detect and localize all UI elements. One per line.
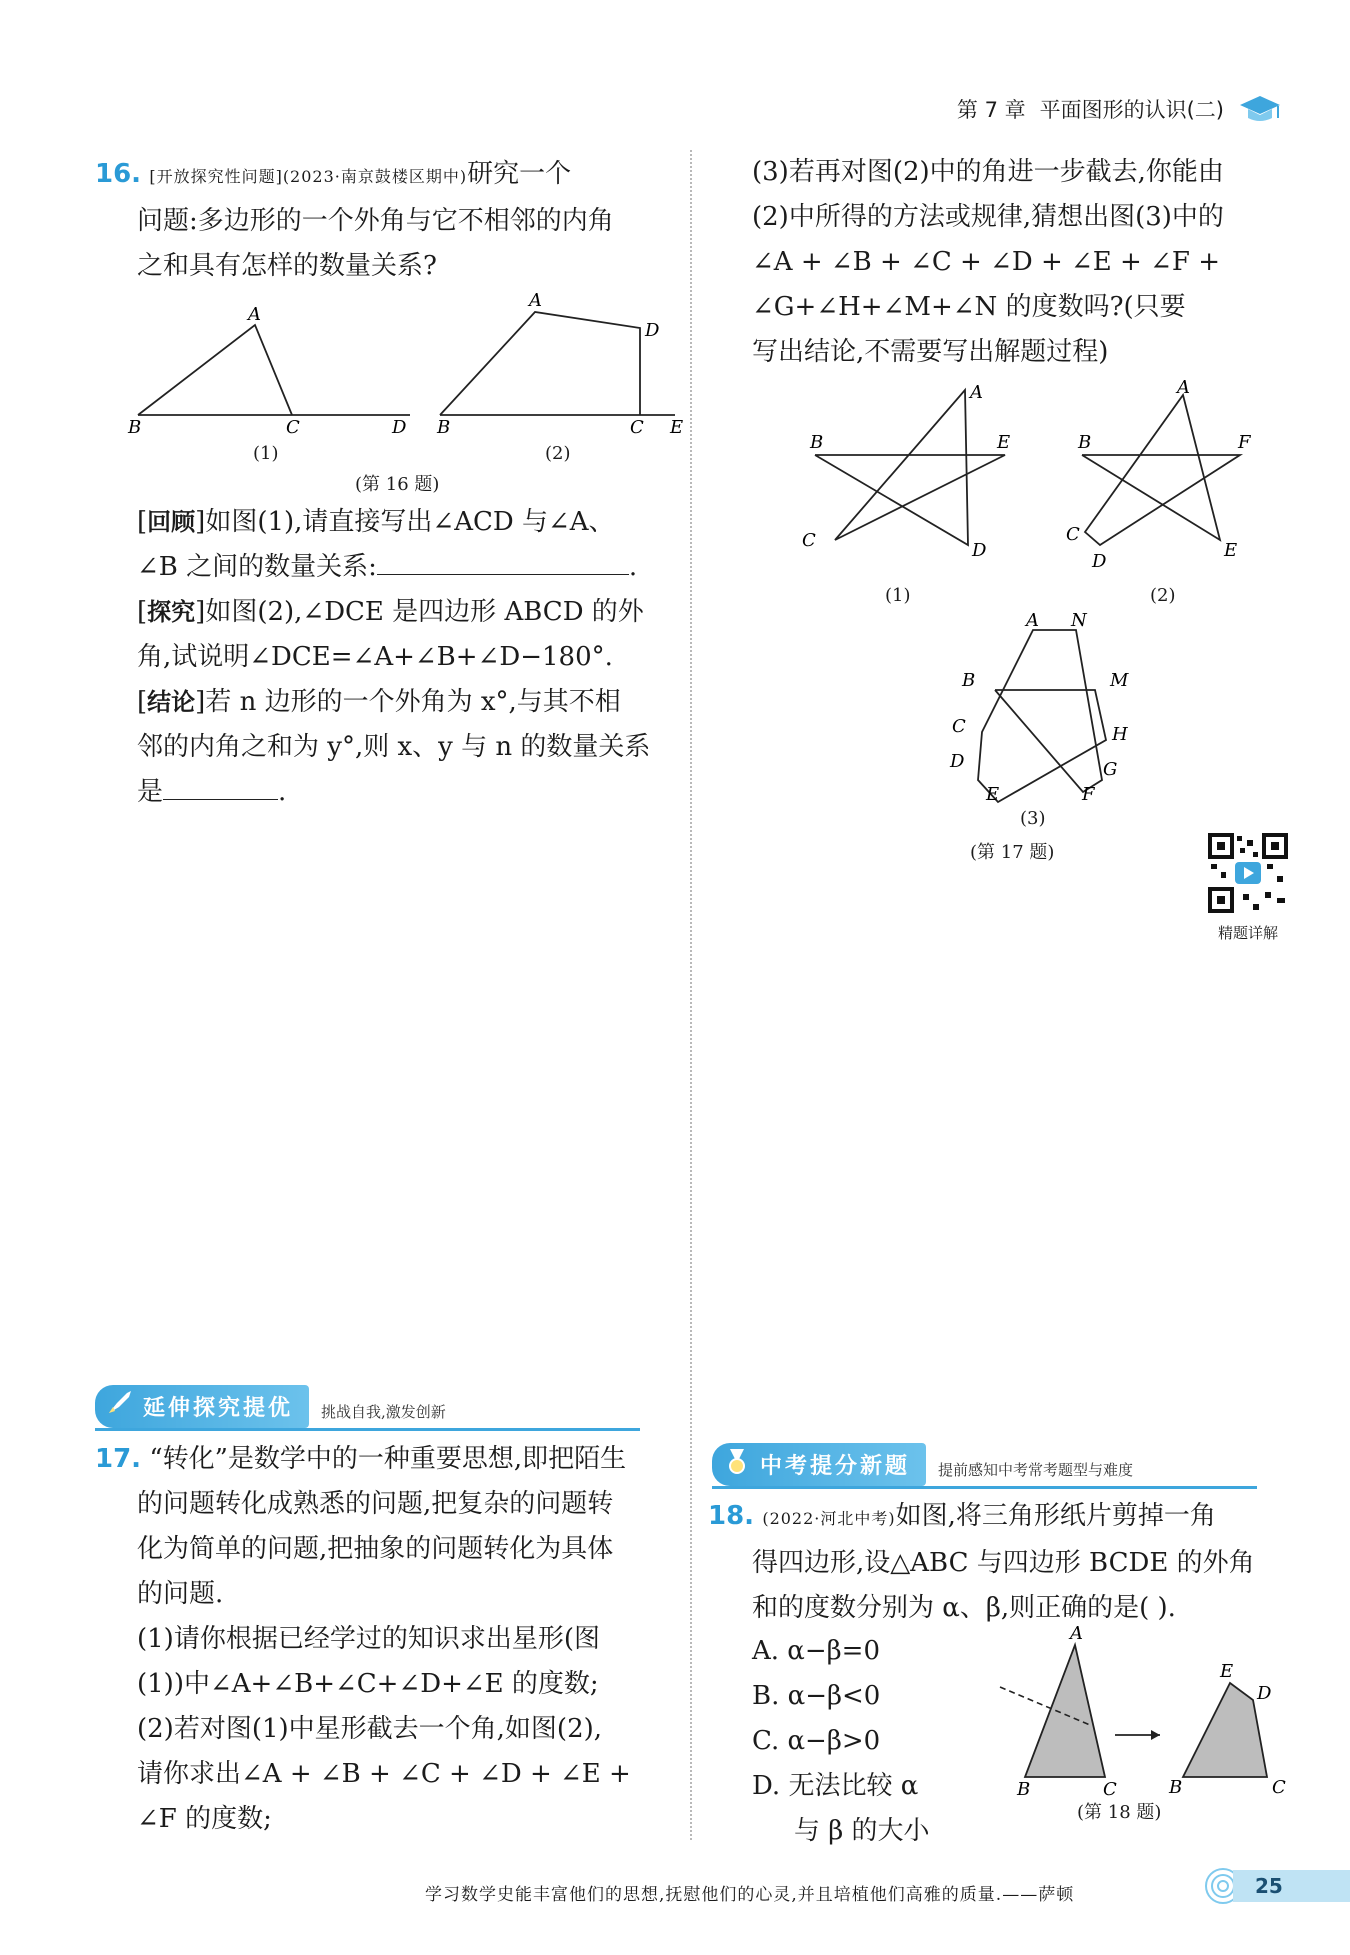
answer-blank[interactable] <box>163 799 278 800</box>
vertex-label: B <box>810 432 824 453</box>
figure-caption: (第 17 题) <box>970 842 1055 863</box>
question-text-line: (1))中∠A+∠B+∠C+∠D+∠E 的度数; <box>137 1669 599 1699</box>
vertex-label: D <box>950 751 965 772</box>
part-tag: 结论 <box>147 688 196 716</box>
question-text-line: (1)请你根据已经学过的知识求出星形(图 <box>137 1624 600 1654</box>
question-text-line: 问题:多边形的一个外角与它不相邻的内角 <box>137 206 614 236</box>
figure-17-3 <box>940 610 1140 810</box>
chapter-title: 平面图形的认识(二) <box>1039 98 1224 122</box>
question-text-line: ∠A + ∠B + ∠C + ∠D + ∠E + ∠F + <box>752 247 1220 277</box>
vertex-label: F <box>1238 432 1251 453</box>
vertex-label: F <box>1082 784 1095 805</box>
question-text-line: 如图,将三角形纸片剪掉一角 <box>895 1501 1216 1531</box>
figure-caption: (3) <box>1020 808 1046 829</box>
question-text-line: 的问题转化成熟悉的问题,把复杂的问题转 <box>137 1489 614 1519</box>
question-text-line: ∠F 的度数; <box>137 1804 272 1834</box>
page-number-tab <box>1203 1866 1350 1906</box>
part-tag: 回顾 <box>147 508 196 536</box>
qr-code-block[interactable] <box>1207 832 1289 943</box>
question-text-line: 得四边形,设△ABC 与四边形 BCDE 的外角 <box>752 1548 1255 1578</box>
vertex-label: N <box>1071 610 1087 631</box>
vertex-label: A <box>970 382 983 403</box>
question-tag: (2022·河北中考) <box>762 1509 896 1528</box>
question-text-line: 写出结论,不需要写出解题过程) <box>752 337 1109 367</box>
option-d[interactable]: D. 无法比较 α <box>752 1771 919 1801</box>
figure-caption: (2) <box>545 443 571 464</box>
vertex-label: E <box>986 784 1000 805</box>
vertex-label: D <box>645 320 660 341</box>
figure-16-1 <box>120 300 420 440</box>
vertex-label: C <box>1103 1779 1117 1800</box>
question-16-parts: [回顾]如图(1),请直接写出∠ACD 与∠A、 ∠B 之间的数量关系: . [探究]如图(2),∠DCE 是四边形 ABCD 的外 角,试说明∠DCE=∠A+∠B+∠D−180°. [结论]若 n 边形的一个外角为 x°,与其不相 邻的内角之和为 y°,则 x、y 与 n 的数量关系 是 . <box>137 507 651 807</box>
graduation-cap-icon <box>1238 92 1282 126</box>
q18-options <box>752 1629 930 1854</box>
figure-17-1 <box>790 380 1020 580</box>
question-text-line: 请你求出∠A + ∠B + ∠C + ∠D + ∠E + <box>137 1759 631 1789</box>
question-text-line: ∠G+∠H+∠M+∠N 的度数吗?(只要 <box>752 292 1186 322</box>
vertex-label: B <box>437 417 451 438</box>
figure-18 <box>965 1625 1310 1815</box>
vertex-label: C <box>952 716 966 737</box>
page-number: 25 <box>1233 1870 1350 1902</box>
vertex-label: D <box>1092 551 1107 572</box>
vertex-label: B <box>1078 432 1092 453</box>
medal-icon <box>724 1447 750 1475</box>
section-banner-exam <box>712 1443 1257 1489</box>
answer-blank[interactable] <box>377 574 629 575</box>
vertex-label: G <box>1103 759 1118 780</box>
vertex-label: D <box>392 417 407 438</box>
question-17 <box>95 1437 631 1842</box>
vertex-label: B <box>1017 1779 1031 1800</box>
question-tag: [开放探究性问题](2023·南京鼓楼区期中) <box>149 167 468 186</box>
footer-quote: 学习数学史能丰富他们的思想,抚慰他们的心灵,并且培植他们高雅的质量.——萨顿 <box>425 1885 1075 1905</box>
part-tag: 探究 <box>147 598 196 626</box>
vertex-label: D <box>1257 1683 1272 1704</box>
rocket-icon <box>105 1389 135 1417</box>
section-subtitle: 挑战自我,激发创新 <box>321 1403 446 1421</box>
figure-caption: (1) <box>885 585 911 606</box>
question-text-line: 之和具有怎样的数量关系? <box>137 251 437 281</box>
vertex-label: C <box>802 530 816 551</box>
question-18 <box>708 1494 1255 1631</box>
vertex-label: B <box>962 670 976 691</box>
section-subtitle: 提前感知中考常考题型与难度 <box>938 1461 1134 1479</box>
question-text-line: (2)若对图(1)中星形截去一个角,如图(2), <box>137 1714 603 1744</box>
question-text-line: 研究一个 <box>467 159 572 189</box>
section-title: 中考提分新题 <box>760 1454 911 1479</box>
section-title: 延伸探究提优 <box>143 1396 294 1421</box>
question-text-line: 化为简单的问题,把抽象的问题转化为具体 <box>137 1534 614 1564</box>
vertex-label: C <box>1272 1777 1286 1798</box>
vertex-label: B <box>1169 1777 1183 1798</box>
question-text-line: “转化”是数学中的一种重要思想,即把陌生 <box>149 1444 627 1474</box>
figure-caption: (第 18 题) <box>1077 1802 1162 1823</box>
question-text-line: 的问题. <box>137 1579 224 1609</box>
chapter-number: 第 7 章 <box>956 98 1026 122</box>
question-number: 16. <box>95 159 142 189</box>
vertex-label: E <box>1224 540 1238 561</box>
figure-caption: (2) <box>1150 585 1176 606</box>
vertex-label: D <box>972 540 987 561</box>
vertex-label: C <box>630 417 644 438</box>
option-b[interactable]: B. α−β<0 <box>752 1681 881 1711</box>
vertex-label: E <box>670 417 684 438</box>
vertex-label: B <box>128 417 142 438</box>
question-number: 17. <box>95 1444 142 1474</box>
vertex-label: A <box>1026 610 1039 631</box>
vertex-label: E <box>1220 1661 1234 1682</box>
vertex-label: H <box>1112 724 1128 745</box>
figure-17-2 <box>1060 380 1280 580</box>
vertex-label: E <box>997 432 1011 453</box>
question-text-line: 和的度数分别为 α、β,则正确的是( ). <box>752 1593 1176 1623</box>
vertex-label: C <box>286 417 300 438</box>
question-17-part-3 <box>752 150 1224 375</box>
option-a[interactable]: A. α−β=0 <box>752 1636 881 1666</box>
figure-16-2 <box>425 290 695 440</box>
qr-code-icon[interactable] <box>1207 832 1289 914</box>
vertex-label: M <box>1110 670 1129 691</box>
vertex-label: A <box>1070 1625 1083 1644</box>
question-text-line: (2)中所得的方法或规律,猜想出图(3)中的 <box>752 202 1224 232</box>
option-c[interactable]: C. α−β>0 <box>752 1726 881 1756</box>
vertex-label: A <box>529 290 542 311</box>
qr-label: 精题详解 <box>1217 924 1278 942</box>
chapter-header <box>957 92 1282 126</box>
section-banner-extend <box>95 1385 640 1431</box>
question-number: 18. <box>708 1501 755 1531</box>
question-text-line: (3)若再对图(2)中的角进一步截去,你能由 <box>752 157 1224 187</box>
question-16 <box>95 152 614 289</box>
vertex-label: A <box>1177 380 1190 398</box>
option-d-continued: 与 β 的大小 <box>794 1816 930 1846</box>
figure-caption: (1) <box>253 443 279 464</box>
figure-caption: (第 16 题) <box>355 474 440 495</box>
vertex-label: C <box>1066 524 1080 545</box>
vertex-label: A <box>248 304 261 325</box>
